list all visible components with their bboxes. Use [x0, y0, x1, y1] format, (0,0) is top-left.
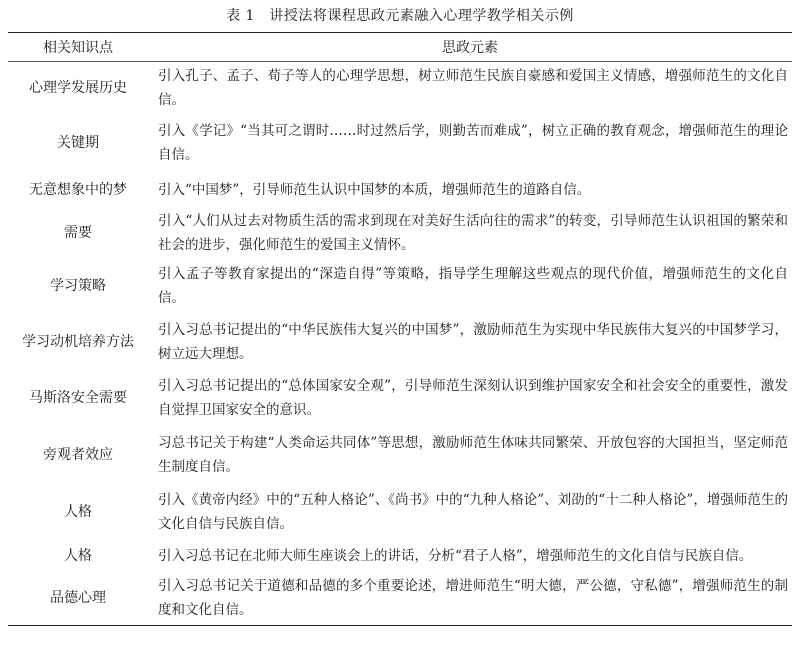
row-content: 引入《黄帝内经》中的“五种人格论”、《尚书》中的“九种人格论”、刘劭的“十二种人格论”，增强师范生的文化自信与民族自信。: [158, 491, 788, 532]
row-topic: 学习动机培养方法: [22, 333, 134, 350]
row-topic: 人格: [64, 503, 92, 520]
table-row: [8, 426, 792, 484]
table-caption: 表 1 讲授法将课程思政元素融入心理学教学相关示例: [226, 8, 574, 24]
table-header-row: [8, 33, 792, 62]
row-content: 引入习总书记提出的“中华民族伟大复兴的中国梦”，激励师范生为实现中华民族伟大复兴的中国梦学习，树立远大理想。: [158, 321, 788, 362]
row-content: 引入“中国梦”，引导师范生认识中国梦的本质，增强师范生的道路自信。: [158, 181, 591, 198]
row-topic: 旁观者效应: [43, 446, 113, 463]
examples-table: [8, 32, 792, 626]
row-content: 引入孔子、孟子、荀子等人的心理学思想，树立师范生民族自豪感和爱国主义情感，增强师范生的文化自信。: [158, 67, 788, 108]
row-topic: 需要: [64, 224, 92, 241]
header-ideological-element: 思政元素: [442, 40, 498, 56]
row-topic: 马斯洛安全需要: [29, 389, 127, 406]
table-row: [8, 484, 792, 540]
row-content: 引入“人们从过去对物质生活的需求到现在对美好生活向往的需求”的转变，引导师范生认识祖国的繁荣和社会的进步，强化师范生的爱国主义情怀。: [158, 212, 788, 253]
row-content: 引入《学记》“当其可之谓时……时过然后学，则勤苦而难成”，树立正确的教育观念，增强师范生的理论自信。: [158, 122, 788, 163]
row-content: 引入习总书记在北师大师生座谈会上的讲话，分析“君子人格”，增强师范生的文化自信与民族自信。: [158, 547, 753, 564]
table-row: [8, 258, 792, 314]
row-content: 引入孟子等教育家提出的“深造自得”等策略，指导学生理解这些观点的现代价值，增强师范生的文化自信。: [158, 265, 788, 306]
row-content: 习总书记关于构建“人类命运共同体”等思想，激励师范生体味共同繁荣、开放包容的大国担当，坚定师范生制度自信。: [158, 434, 788, 475]
table-row: [8, 314, 792, 370]
header-knowledge-point: 相关知识点: [43, 40, 113, 56]
row-topic: 人格: [64, 547, 92, 564]
table-row: [8, 540, 792, 572]
table-row: [8, 572, 792, 626]
table-row: [8, 370, 792, 426]
row-topic: 学习策略: [50, 277, 106, 294]
row-topic: 品德心理: [50, 590, 106, 607]
table-row: [8, 172, 792, 208]
row-topic: 无意想象中的梦: [29, 181, 127, 198]
row-content: 引入习总书记关于道德和品德的多个重要论述，增进师范生“明大德，严公德，守私德”，增强师范生的制度和文化自信。: [158, 578, 788, 619]
row-content: 引入习总书记提出的“总体国家安全观”，引导师范生深刻认识到维护国家安全和社会安全的重要性，激发自觉捍卫国家安全的意识。: [158, 377, 788, 418]
table-row: [8, 62, 792, 114]
table-row: [8, 114, 792, 172]
row-topic: 关键期: [57, 134, 99, 151]
table-row: [8, 208, 792, 258]
row-topic: 心理学发展历史: [29, 79, 127, 96]
